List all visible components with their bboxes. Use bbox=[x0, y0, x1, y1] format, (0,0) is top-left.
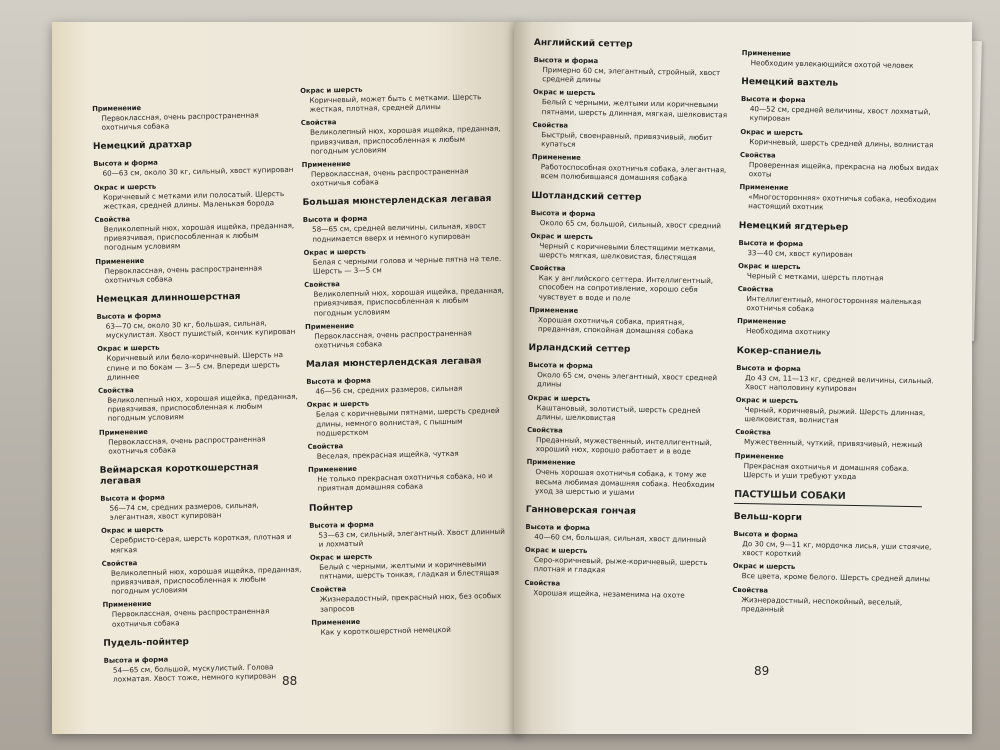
left-column-2 bbox=[300, 78, 512, 647]
property-text: Около 65 см, большой, сильный, хвост средний bbox=[539, 217, 722, 230]
property-text: Черный с метками, шерсть плотная bbox=[746, 270, 884, 283]
breed-title: Пудель-пойнтер bbox=[103, 636, 189, 649]
property-label: Высота и форма bbox=[306, 376, 371, 387]
property-label: Окрас и шерсть bbox=[527, 393, 591, 403]
property-label: Свойства bbox=[529, 264, 566, 273]
breed-title: Большая мюнстерлендская легавая bbox=[302, 194, 492, 209]
property-label: Применение bbox=[95, 256, 145, 266]
breed-entry bbox=[100, 462, 303, 629]
breed-title: Кокер-спаниель bbox=[736, 345, 822, 358]
property-label: Применение bbox=[741, 48, 791, 58]
breed-entry bbox=[532, 38, 734, 184]
property-label: Свойства bbox=[735, 428, 771, 438]
property-text: Примерно 60 см, элегантный, стройный, хвост средней длины bbox=[542, 65, 721, 85]
property-label: Окрас и шерсть bbox=[100, 526, 164, 536]
property-label: Высота и форма bbox=[740, 95, 806, 105]
breed-entry bbox=[93, 138, 296, 285]
property-text: 40—52 см, средней величины, хвост лохматый, купирован bbox=[749, 104, 931, 124]
property-text: Серо-коричневый, рыже-коричневый, шерсть плотная и гладкая bbox=[533, 555, 708, 575]
property-text: Проверенная ищейка, прекрасна на любых видах охоты bbox=[748, 159, 939, 179]
property-text: 56—74 см, средних размеров, сильная, элегантная, хвост купирован bbox=[109, 500, 259, 522]
property-label: Окрас и шерсть bbox=[738, 261, 801, 271]
property-label: Свойства bbox=[739, 150, 776, 160]
property-label: Свойства bbox=[524, 578, 561, 588]
property-text: Веселая, прекрасная ищейка, чуткая bbox=[316, 448, 459, 461]
property-label: Свойства bbox=[300, 118, 337, 128]
breed-entry bbox=[302, 194, 505, 350]
property-text: Серебристо-серая, шерсть короткая, плотная и мягкая bbox=[110, 532, 292, 555]
breed-entry bbox=[734, 346, 936, 483]
property-label: Применение bbox=[305, 321, 355, 331]
property-text: Коричневый или бело-коричневый. Шерсть на спине и по бокам — 3—5 см. Впереди шерсть длиннее bbox=[106, 350, 284, 382]
page-number-left: 88 bbox=[282, 674, 298, 688]
property-text: 46—56 см, средних размеров, сильная bbox=[315, 383, 463, 396]
property-label: Свойства bbox=[101, 559, 138, 568]
property-label: Окрас и шерсть bbox=[300, 85, 363, 95]
breed-title: Веймарская короткошерстная легавая bbox=[99, 462, 259, 487]
breed-entry bbox=[300, 83, 502, 189]
property-label: Свойства bbox=[732, 585, 769, 595]
property-label: Свойства bbox=[304, 280, 340, 290]
property-label: Применение bbox=[308, 465, 358, 475]
breed-title: Малая мюнстерлендская легавая bbox=[305, 356, 482, 371]
breed-title: Шотландский сеттер bbox=[531, 190, 642, 203]
property-text: Первоклассная, очень распространенная охотничья собака bbox=[108, 434, 266, 456]
property-label: Высота и форма bbox=[528, 361, 593, 371]
property-label: Высота и форма bbox=[93, 159, 158, 169]
breed-entry bbox=[103, 635, 304, 685]
property-label: Свойства bbox=[94, 215, 131, 224]
property-text: 54—65 см, большой, мускулистый. Голова лохматая. Хвост тоже, немного купирован bbox=[112, 662, 277, 684]
property-text: Великолепный нюх, хорошая ищейка, преданная, привязчивая, приспособленная к любым погодным условиям bbox=[103, 220, 295, 253]
breed-title: Ирландский сеттер bbox=[528, 343, 631, 355]
property-label: Окрас и шерсть bbox=[93, 182, 157, 192]
property-text: Великолепный нюх, хорошая ищейка, преданная, привязчивая, приспособленная к любым погодным условиям bbox=[107, 391, 298, 424]
property-label: Высота и форма bbox=[738, 238, 804, 248]
property-label: Применение bbox=[734, 451, 784, 461]
property-text: Преданный, мужественный, интеллигентный, хороший нюх, хорошо работает и в воде bbox=[535, 435, 713, 457]
property-text: 33—40 см, хвост купирован bbox=[747, 247, 853, 259]
property-text: До 30 см, 9—11 кг, мордочка лисья, уши стоячие, хвост короткий bbox=[742, 539, 932, 559]
property-text: Хорошая охотничья собака, приятная, преданная, спокойная домашняя собака bbox=[537, 314, 694, 336]
property-label: Окрас и шерсть bbox=[740, 127, 803, 137]
breed-entry bbox=[526, 343, 729, 498]
book-spread bbox=[52, 22, 982, 734]
property-text: 63—70 см, около 30 кг, большая, сильная, мускулистая. Хвост пушистый, кончик купирован bbox=[105, 318, 296, 340]
property-text: Жизнерадостный, прекрасный нюх, без особых запросов bbox=[319, 591, 502, 614]
property-text: Черный с коричневыми блестящими метками, шерсть мягкая, шелковистая, блестящая bbox=[539, 240, 716, 262]
breed-entry bbox=[737, 221, 939, 339]
property-text: Белая с черными голова и черные пятна на теле. Шерсть — 3—5 см bbox=[312, 253, 502, 276]
breed-title: Немецкий ягдтерьер bbox=[738, 220, 849, 233]
breed-title: Немецкий дратхар bbox=[92, 140, 193, 153]
property-text: Коричневый, может быть с метками. Шерсть жесткая, плотная, средней длины bbox=[309, 92, 482, 115]
property-text: «Многосторонняя» охотничья собака, необходим настоящий охотник bbox=[748, 192, 937, 212]
property-text: Коричневый с метками или полосатый. Шерсть жесткая, средней длины. Маленькая борода bbox=[102, 188, 285, 211]
breed-entry bbox=[92, 101, 293, 133]
property-label: Высота и форма bbox=[302, 215, 368, 225]
right-page bbox=[514, 22, 972, 734]
property-text: Мужественный, чуткий, привязчивый, нежный bbox=[743, 437, 923, 450]
property-label: Высота и форма bbox=[100, 493, 165, 503]
property-text: Прекрасная охотничья и домашняя собака. Шерсть и уши требуют ухода bbox=[743, 460, 910, 481]
property-label: Применение bbox=[301, 159, 351, 169]
property-text: Каштановый, золотистый, шерсть средней длины, шелковистая bbox=[536, 402, 701, 423]
breed-entry bbox=[739, 77, 941, 214]
property-label: Окрас и шерсть bbox=[306, 400, 370, 410]
property-text: Очень хорошая охотничья собака, к тому же весьма любимая домашняя собака. Необходим уход за шерстью и ушами bbox=[535, 467, 715, 497]
property-label: Применение bbox=[531, 153, 581, 163]
property-label: Свойства bbox=[737, 284, 774, 294]
property-label: Высота и форма bbox=[736, 363, 801, 373]
property-text: Как у английского сеттера. Интеллигентный, способен на сопротивление, хорошо себя чувствует в воде и поле bbox=[538, 273, 714, 303]
breed-entry bbox=[309, 499, 512, 637]
property-text: Первоклассная, очень распространенная охотничья собака bbox=[310, 166, 469, 189]
section-heading: ПАСТУШЬИ СОБАКИ bbox=[734, 489, 922, 507]
property-label: Высота и форма bbox=[533, 55, 599, 66]
property-label: Окрас и шерсть bbox=[530, 231, 593, 241]
property-text: Необходим увлекающийся охотой человек bbox=[750, 58, 914, 70]
breed-title: Пойнтер bbox=[308, 502, 354, 514]
property-text: Не только прекрасная охотничья собака, но и приятная домашняя собака bbox=[317, 471, 493, 494]
property-text: Великолепный нюх, хорошая ищейка, преданная, привязчивая, приспособленная к любым погодным условиям bbox=[313, 286, 505, 318]
property-text: Коричневый, шерсть средней длины, волнистая bbox=[749, 136, 934, 149]
property-label: Высота и форма bbox=[733, 529, 798, 540]
property-text: 58—65 см, средней величины, сильная, хвост поднимается вверх и немного купирован bbox=[312, 221, 487, 244]
property-label: Окрас и шерсть bbox=[732, 562, 796, 572]
right-column-1 bbox=[524, 38, 734, 610]
page-number-right: 89 bbox=[754, 664, 770, 678]
property-label: Высота и форма bbox=[103, 655, 169, 665]
property-text: Все цвета, кроме белого. Шерсть средней длины bbox=[741, 571, 931, 584]
property-label: Окрас и шерсть bbox=[309, 552, 373, 562]
property-text: Жизнерадостный, неспокойный, веселый, преданный bbox=[741, 594, 903, 614]
property-label: Применение bbox=[102, 600, 152, 610]
breed-title: Немецкая длинношерстная bbox=[96, 291, 241, 305]
property-text: Белая с коричневыми пятнами, шерсть средней длины, немного волнистая, с пышным подшерстком bbox=[315, 406, 500, 438]
property-text: Как у короткошерстной немецкой bbox=[320, 624, 451, 637]
right-column-2 bbox=[732, 44, 942, 626]
property-label: Применение bbox=[311, 617, 361, 627]
property-label: Окрас и шерсть bbox=[97, 344, 160, 354]
property-text: Белый с черными, желтыми и коричневыми пятнами, шерсть тонкая, гладкая и блестящая bbox=[319, 559, 500, 581]
breed-entry bbox=[96, 291, 299, 456]
property-text: До 43 см, 11—13 кг, средней величины, сильный. Хвост наполовину купирован bbox=[744, 372, 934, 393]
property-label: Окрас и шерсть bbox=[524, 546, 588, 556]
breed-title: Немецкий вахтель bbox=[741, 77, 839, 89]
breed-entry bbox=[524, 505, 726, 600]
breed-entry bbox=[742, 49, 942, 71]
property-text: Первоклассная, очень распространенная охотничья собака bbox=[101, 110, 259, 133]
property-text: Великолепный нюх, хорошая ищейка, преданная, привязчивая, приспособленная к любым погодным условиям bbox=[309, 124, 501, 156]
property-label: Свойства bbox=[527, 426, 563, 435]
property-text: Первоклассная, очень распространенная охотничья собака bbox=[314, 328, 472, 350]
property-text: Интеллигентный, многосторонняя маленькая охотничья собака bbox=[746, 294, 922, 314]
property-text: Необходима охотнику bbox=[745, 326, 831, 338]
property-text: Великолепный нюх, хорошая ищейка, преданная, привязчивая, приспособленная к любым погодным условиям bbox=[110, 564, 302, 596]
breed-title: Английский сеттер bbox=[533, 38, 633, 50]
property-label: Высота и форма bbox=[309, 520, 374, 530]
property-text: Около 65 см, очень элегантный, хвост средней длины bbox=[536, 370, 718, 389]
property-label: Применение bbox=[526, 458, 576, 468]
property-label: Применение bbox=[737, 317, 787, 327]
property-text: Первоклассная, очень распространенная охотничья собака bbox=[111, 606, 270, 629]
property-label: Применение bbox=[739, 183, 789, 193]
property-label: Окрас и шерсть bbox=[735, 395, 799, 406]
left-page bbox=[52, 22, 522, 734]
property-label: Высота и форма bbox=[96, 311, 162, 321]
property-label: Свойства bbox=[310, 585, 347, 595]
breed-title: Вельш-корги bbox=[733, 511, 803, 524]
breed-entry bbox=[732, 512, 934, 616]
property-text: Работоспособная охотничья собака, элегантная, всем полюбившаяся домашняя собака bbox=[540, 162, 727, 184]
property-label: Применение bbox=[98, 427, 148, 437]
property-label: Применение bbox=[529, 305, 579, 315]
property-text: Черный, коричневый, рыжий. Шерсть длинная, шелковистая, волнистая bbox=[744, 405, 926, 425]
property-label: Свойства bbox=[307, 442, 344, 451]
left-column-1 bbox=[92, 96, 304, 694]
property-text: Белый с черными, желтыми или коричневыми пятнами, шерсть длинная, мягкая, шелковистая bbox=[541, 97, 728, 119]
property-label: Высота и форма bbox=[525, 523, 590, 533]
property-label: Высота и форма bbox=[530, 208, 596, 218]
property-label: Окрас и шерсть bbox=[303, 247, 366, 257]
property-text: Хорошая ищейка, незаменима на охоте bbox=[533, 587, 685, 600]
breed-entry bbox=[529, 191, 731, 337]
property-label: Применение bbox=[92, 103, 142, 113]
property-text: 53—63 см, сильный, элегантный. Хвост длинный и лохматый bbox=[318, 526, 505, 549]
property-label: Свойства bbox=[98, 386, 134, 395]
property-text: Быстрый, своенравный, привязчивый, любит купаться bbox=[541, 129, 713, 149]
property-text: 40—60 см, большая, сильная, хвост длинный bbox=[534, 532, 707, 545]
property-label: Окрас и шерсть bbox=[532, 88, 596, 98]
breed-entry bbox=[306, 356, 509, 494]
property-label: Свойства bbox=[532, 120, 569, 130]
property-text: 60—63 см, около 30 кг, сильный, хвост купирован bbox=[102, 165, 294, 179]
property-text: Первоклассная, очень распространенная охотничья собака bbox=[104, 263, 263, 285]
breed-title: Ганноверская гончая bbox=[525, 505, 637, 517]
